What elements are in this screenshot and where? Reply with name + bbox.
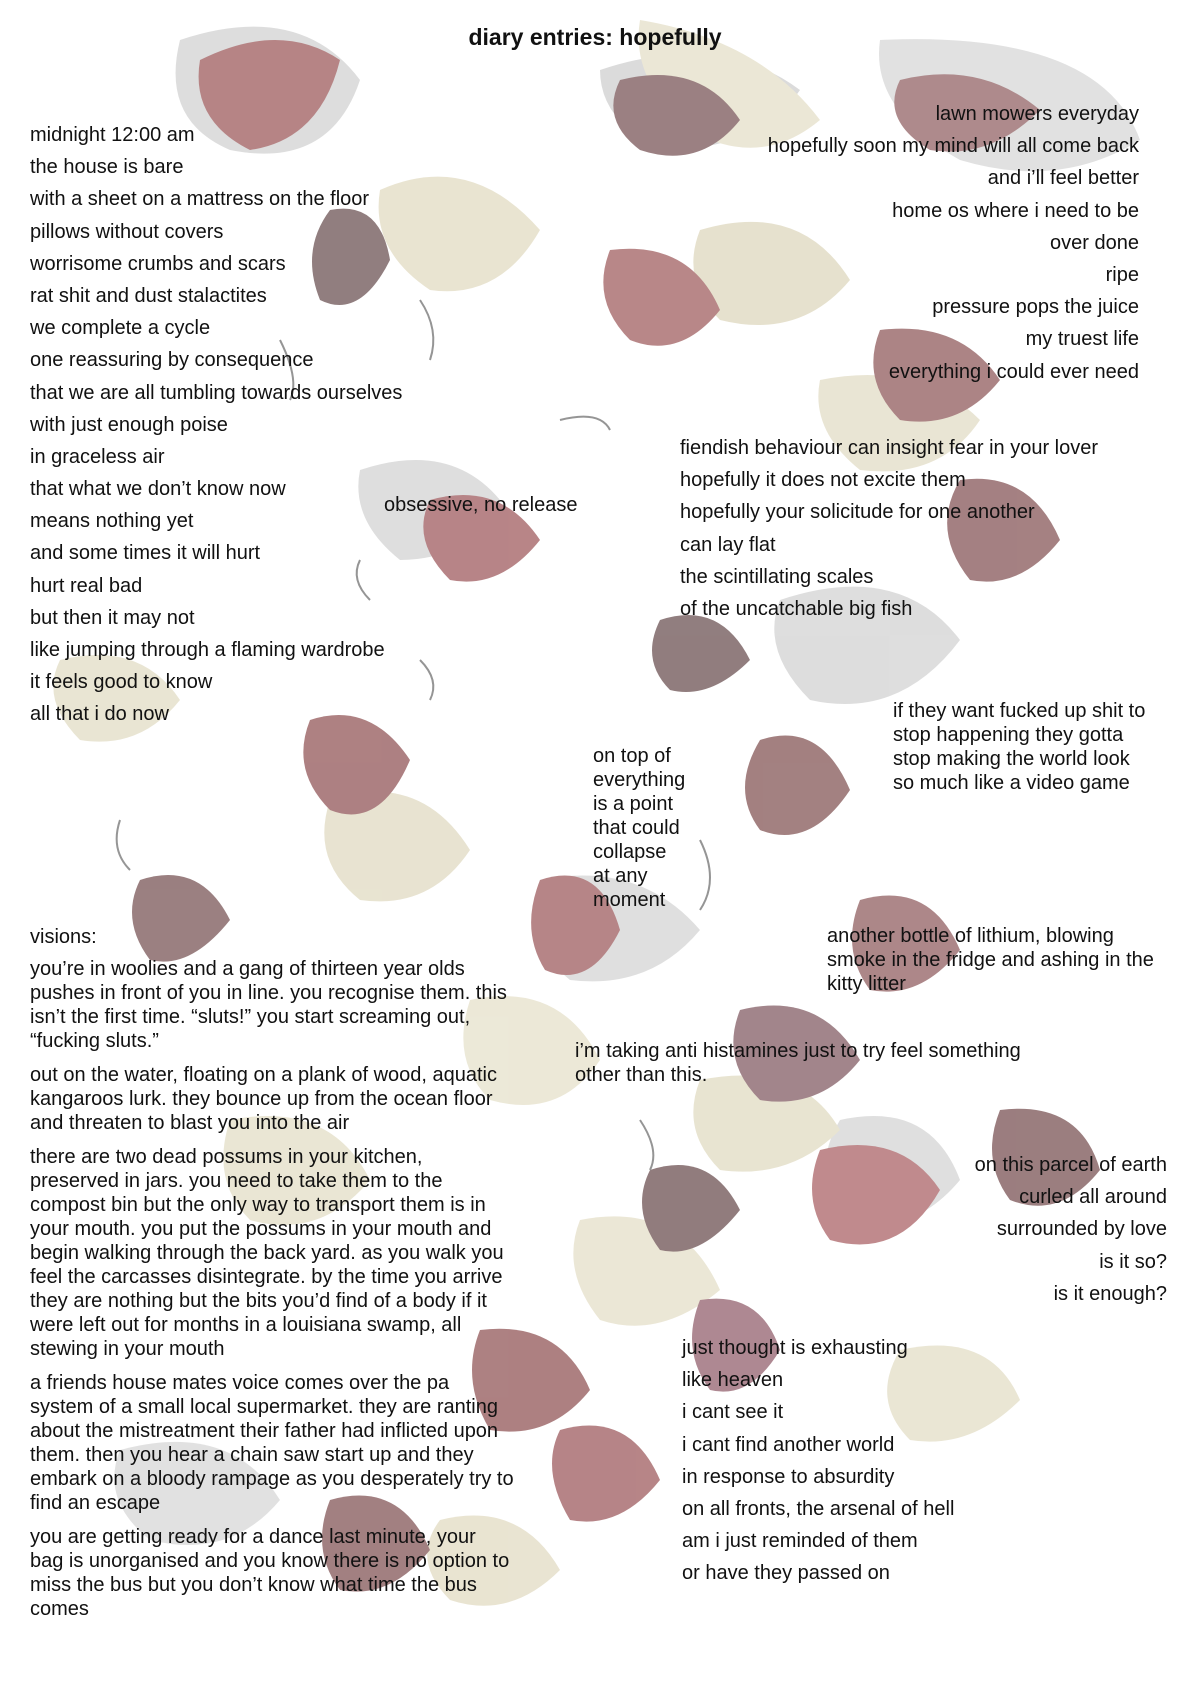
- poem-line: in graceless air: [30, 445, 165, 468]
- poem-line: and some times it will hurt: [30, 542, 261, 565]
- poem-line: pillows without covers: [30, 220, 224, 243]
- fiendish-poem: [680, 432, 1098, 625]
- poem-line: that what we don’t know now: [30, 478, 286, 501]
- exhausting-poem: [682, 1332, 954, 1590]
- poem-line: can lay flat: [680, 533, 776, 556]
- poem-line: hopefully soon my mind will all come back: [767, 135, 1139, 158]
- poem-line: collapse: [593, 841, 667, 863]
- poem-line: hopefully your solicitude for one another: [680, 501, 1035, 524]
- poem-line: hurt real bad: [30, 574, 143, 597]
- poem-line: i’m taking anti histamines just to try feel something: [575, 1040, 1021, 1062]
- poem-line: one reassuring by consequence: [30, 349, 314, 372]
- left-poem: [30, 119, 402, 731]
- visions-heading: visions:: [30, 926, 97, 948]
- poem-line: but then it may not: [30, 606, 195, 629]
- poem-line: is a point: [593, 793, 674, 815]
- poem-line: like heaven: [682, 1369, 784, 1392]
- poem-line: and i’ll feel better: [987, 167, 1139, 190]
- vision-paragraph: a friends house mates voice comes over the pa system of a small local supermarket. they are ranting about the mistreatment their father had inflicted upon them. then you hear a chain saw start up and they embark on a bloody rampage as you desperately try to find an escape: [30, 1372, 514, 1514]
- antihistamines-note: [575, 1039, 1021, 1087]
- poem-line: rat shit and dust stalactites: [30, 284, 267, 307]
- poem-line: just thought is exhausting: [682, 1337, 908, 1359]
- poem-line: in response to absurdity: [682, 1465, 895, 1488]
- poem-line: lawn mowers everyday: [935, 103, 1139, 125]
- poem-line: means nothing yet: [30, 510, 194, 533]
- vision-paragraph: you are getting ready for a dance last minute, your bag is unorganised and you know there is no option to miss the bus but you don’t know what time the bus comes: [30, 1526, 510, 1620]
- poem-line: ripe: [1105, 263, 1139, 286]
- poem-line: moment: [593, 889, 666, 911]
- poem-line: am i just reminded of them: [682, 1530, 918, 1553]
- poem-line: everything: [593, 769, 686, 791]
- vision-paragraph: you’re in woolies and a gang of thirteen year olds pushes in front of you in line. you recognise them. this isn’t the first time. “sluts!” you start screaming out, “fucking sluts.”: [30, 958, 507, 1052]
- parcel-poem: [975, 1149, 1167, 1310]
- poem-line: that we are all tumbling towards ourselves: [30, 381, 403, 404]
- poem-line: the scintillating scales: [680, 565, 874, 588]
- poem-line: so much like a video game: [893, 772, 1130, 794]
- poem-line: curled all around: [1019, 1186, 1167, 1209]
- poem-line: home os where i need to be: [892, 199, 1139, 222]
- poem-line: the house is bare: [30, 156, 184, 179]
- poem-line: pressure pops the juice: [932, 296, 1139, 319]
- poem-line: it feels good to know: [30, 671, 213, 694]
- poem-line: kitty litter: [827, 973, 906, 995]
- poem-line: another bottle of lithium, blowing: [827, 925, 1114, 947]
- poem-line: with a sheet on a mattress on the floor: [30, 188, 370, 211]
- poem-line: on top of: [593, 745, 671, 767]
- poem-line: my truest life: [1025, 328, 1139, 351]
- poem-line: all that i do now: [30, 703, 169, 726]
- page-title: diary entries: hopefully: [468, 24, 722, 50]
- poem-line: stop happening they gotta: [893, 724, 1124, 746]
- poem-line: midnight 12:00 am: [30, 124, 195, 146]
- poem-line: or have they passed on: [682, 1562, 890, 1585]
- visions-section: [30, 957, 514, 1631]
- poem-line: stop making the world look: [893, 748, 1130, 770]
- poem-line: at any: [593, 865, 648, 887]
- lithium-note: [827, 924, 1154, 996]
- middle-note: obsessive, no release: [384, 494, 578, 516]
- right-poem: [768, 98, 1139, 388]
- poem-line: we complete a cycle: [30, 317, 211, 340]
- poem-line: of the uncatchable big fish: [680, 597, 913, 620]
- on-top-note: [593, 744, 685, 912]
- poem-line: everything i could ever need: [888, 360, 1139, 383]
- poem-line: fiendish behaviour can insight fear in your lover: [680, 437, 1099, 459]
- poem-line: smoke in the fridge and ashing in the: [827, 949, 1154, 971]
- poem-line: is it so?: [1099, 1250, 1167, 1273]
- vision-paragraph: out on the water, floating on a plank of wood, aquatic kangaroos lurk. they bounce up from the ocean floor and threaten to blast you into the air: [30, 1064, 497, 1134]
- poem-line: is it enough?: [1053, 1282, 1167, 1305]
- vision-paragraph: there are two dead possums in your kitchen, preserved in jars. you need to take them to the compost bin but the only way to transport them is in your mouth. you put the possums in your mouth and begin walking through the back yard. as you walk you feel the carcasses disintegrate. by the time you arrive they are nothing but the bits you’d find of a body if it were left out for months in a louisiana swamp, all stewing in your mouth: [30, 1146, 504, 1360]
- poem-line: like jumping through a flaming wardrobe: [30, 639, 385, 661]
- poem-line: i cant find another world: [682, 1433, 895, 1456]
- poem-line: over done: [1050, 231, 1139, 254]
- poem-line: on this parcel of earth: [974, 1154, 1167, 1176]
- poem-line: i cant see it: [682, 1401, 784, 1424]
- poem-line: worrisome crumbs and scars: [30, 252, 286, 275]
- poem-line: if they want fucked up shit to: [893, 700, 1146, 722]
- poem-line: hopefully it does not excite them: [680, 469, 966, 492]
- poem-line: surrounded by love: [996, 1218, 1167, 1241]
- video-game-note: [893, 699, 1145, 795]
- poem-line: that could: [593, 817, 680, 839]
- poem-line: on all fronts, the arsenal of hell: [682, 1497, 955, 1520]
- poem-line: other than this.: [575, 1064, 708, 1086]
- poem-line: with just enough poise: [30, 413, 228, 436]
